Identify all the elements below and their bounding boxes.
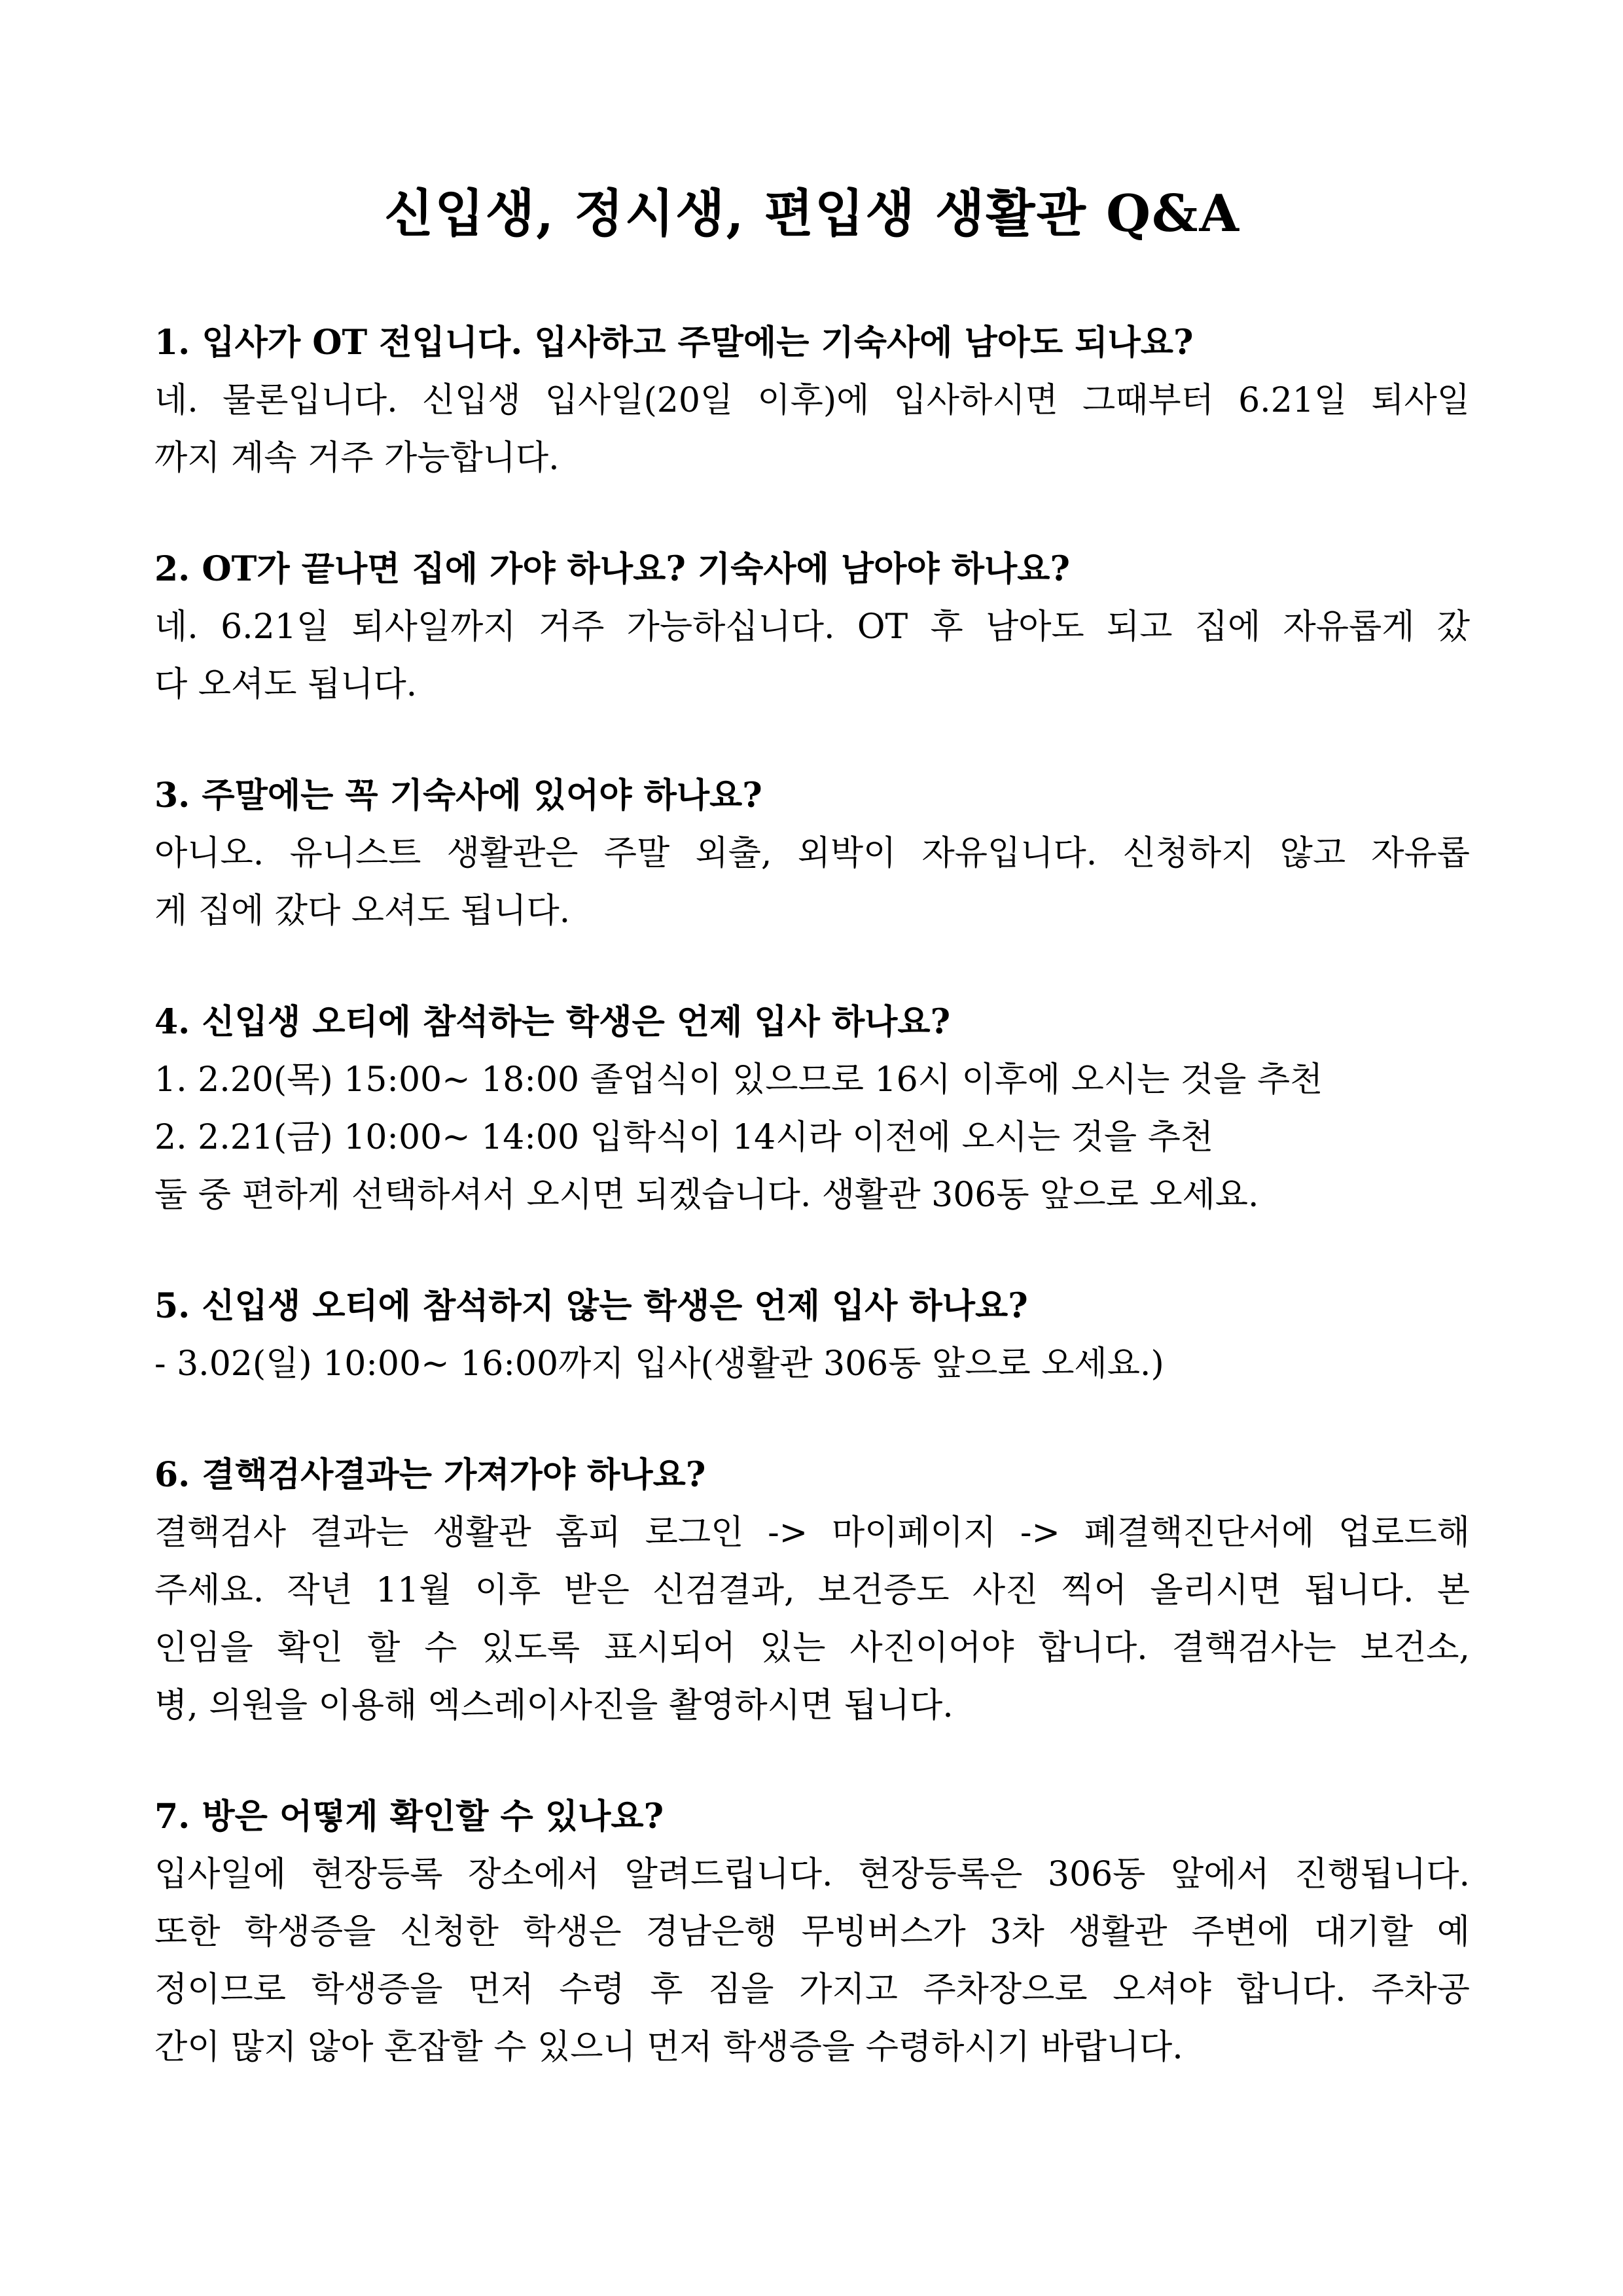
answer-4-line-3: 둘 중 편하게 선택하셔서 오시면 되겠습니다. 생활관 306동 앞으로 오세요.	[154, 1175, 1259, 1215]
answer-5-line-1: - 3.02(일) 10:00~ 16:00까지 입사(생활관 306동 앞으로 오세요.)	[154, 1344, 1164, 1384]
question-2: 2. OT가 끝나면 집에 가야 하나요? 기숙사에 남아야 하나요?	[154, 549, 1070, 589]
qa-item-7	[154, 1788, 1470, 2076]
answer-7-line-2: 또한 학생증을 신청한 학생은 경남은행 무빙버스가 3차 생활관 주변에 대기할 예	[154, 1912, 1470, 1952]
answer-6-line-3: 인임을 확인 할 수 있도록 표시되어 있는 사진이어야 합니다. 결핵검사는 보건소,	[154, 1628, 1470, 1668]
answer-4-line-1: 1. 2.20(목) 15:00~ 18:00 졸업식이 있으므로 16시 이후에 오시는 것을 추천	[154, 1060, 1323, 1100]
answer-6-line-4: 병, 의원을 이용해 엑스레이사진을 촬영하시면 됩니다.	[154, 1686, 954, 1725]
qa-item-3	[154, 767, 1470, 940]
qa-item-4	[154, 994, 1470, 1224]
qa-item-6	[154, 1446, 1470, 1734]
answer-1-line-1: 네. 물론입니다. 신입생 입사일(20일 이후)에 입사하시면 그때부터 6.21일 퇴사일	[154, 381, 1470, 420]
question-3: 3. 주말에는 꼭 기숙사에 있어야 하나요?	[154, 776, 762, 816]
answer-7-line-1: 입사일에 현장등록 장소에서 알려드립니다. 현장등록은 306동 앞에서 진행됩니다.	[154, 1855, 1470, 1894]
answer-3-line-2: 게 집에 갔다 오셔도 됩니다.	[154, 891, 571, 931]
answer-6-line-1: 결핵검사 결과는 생활관 홈피 로그인 -> 마이페이지 -> 폐결핵진단서에 업로드해	[154, 1513, 1470, 1552]
question-6: 6. 결핵검사결과는 가져가야 하나요?	[154, 1455, 706, 1495]
qa-item-1	[154, 314, 1470, 487]
answer-3-line-1: 아니오. 유니스트 생활관은 주말 외출, 외박이 자유입니다. 신청하지 않고 자유롭	[154, 834, 1470, 873]
answer-7-line-4: 간이 많지 않아 혼잡할 수 있으니 먼저 학생증을 수령하시기 바랍니다.	[154, 2028, 1183, 2067]
answer-4-line-2: 2. 2.21(금) 10:00~ 14:00 입학식이 14시라 이전에 오시는 것을 추천	[154, 1118, 1214, 1157]
answer-6-line-2: 주세요. 작년 11월 이후 받은 신검결과, 보건증도 사진 찍어 올리시면 됩니다. 본	[154, 1571, 1470, 1610]
qa-item-2	[154, 541, 1470, 713]
answer-1-line-2: 까지 계속 거주 가능합니다.	[154, 439, 560, 478]
qa-item-5	[154, 1278, 1470, 1393]
answer-7-line-3: 정이므로 학생증을 먼저 수령 후 짐을 가지고 주차장으로 오셔야 합니다. 주차공	[154, 1970, 1470, 2009]
question-5: 5. 신입생 오티에 참석하지 않는 학생은 언제 입사 하나요?	[154, 1286, 1028, 1326]
question-7: 7. 방은 어떻게 확인할 수 있나요?	[154, 1797, 664, 1837]
page-title: 신입생, 정시생, 편입생 생활관 Q&A	[384, 184, 1240, 243]
answer-2-line-1: 네. 6.21일 퇴사일까지 거주 가능하십니다. OT 후 남아도 되고 집에 자유롭게 갔	[154, 607, 1470, 647]
question-1: 1. 입사가 OT 전입니다. 입사하고 주말에는 기숙사에 남아도 되나요?	[154, 323, 1194, 363]
answer-2-line-2: 다 오셔도 됩니다.	[154, 665, 418, 704]
question-4: 4. 신입생 오티에 참석하는 학생은 언제 입사 하나요?	[154, 1002, 951, 1042]
